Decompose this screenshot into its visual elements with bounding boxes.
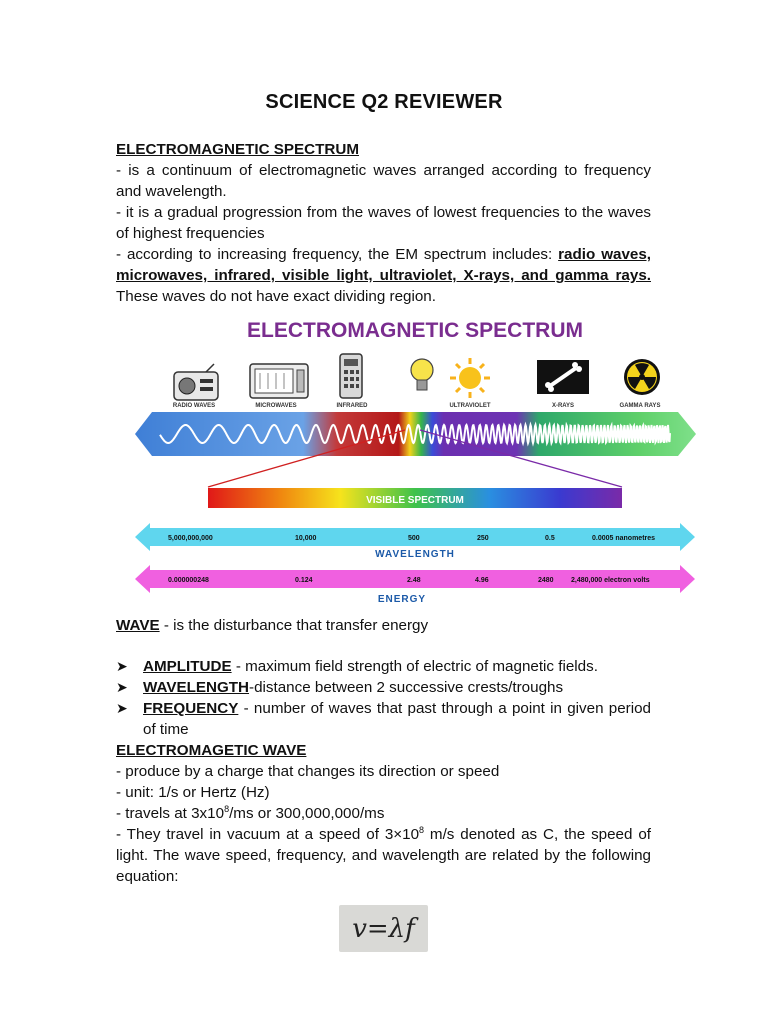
- band-label-gamma: GAMMA RAYS: [619, 403, 661, 409]
- wave-term: WAVE: [116, 617, 160, 634]
- section-heading-em-spectrum: ELECTROMAGNETIC SPECTRUM: [116, 141, 359, 158]
- wave-definition-text: - is the disturbance that transfer energy: [159, 617, 429, 634]
- light-bulb-icon: [411, 359, 433, 390]
- em-wave-line-4-post: m/s denoted as C, the speed of light. The wave speed, frequency, and wavelength are related by the following equation:: [116, 826, 651, 885]
- bullet-term: FREQUENCY: [143, 700, 239, 717]
- em-wave-line-4-pre: - They travel in vacuum at a speed of 3×10: [116, 826, 420, 843]
- energy-label: ENERGY: [377, 594, 427, 605]
- band-label-microwaves: MICROWAVES: [255, 403, 297, 409]
- visible-spectrum-label: VISIBLE SPECTRUM: [366, 495, 464, 506]
- bullet-text: - number of waves that past through a point in given period of time: [143, 700, 651, 738]
- wave-definition: [116, 615, 651, 636]
- infrared-remote-icon: [340, 354, 362, 398]
- bullet-term: WAVELENGTH: [143, 679, 250, 696]
- wavelength-value: 500: [408, 535, 420, 542]
- line-3-emphasis: radio waves, microwaves, infrared, visible light, ultraviolet, X-rays, and gamma rays.: [116, 246, 652, 284]
- radio-icon: [174, 364, 218, 400]
- exponent: 8: [419, 824, 425, 835]
- em-spectrum-section: [116, 139, 651, 307]
- page-title: SCIENCE Q2 REVIEWER: [265, 91, 503, 113]
- em-wave-line-3-pre: - travels at 3x10: [116, 805, 225, 822]
- band-label-radio: RADIO WAVES: [172, 403, 216, 409]
- arrow-bullet-icon: ➤: [116, 679, 128, 695]
- arrow-bullet-icon: ➤: [116, 700, 128, 716]
- wavelength-value: 250: [477, 535, 489, 542]
- arrow-bullet-icon: ➤: [116, 658, 128, 674]
- wave-equation: v=λf: [339, 905, 428, 952]
- em-spectrum-line-1: - is a continuum of electromagnetic waves arranged according to frequency and wavelength.: [116, 162, 651, 200]
- list-item: [116, 656, 651, 677]
- wavelength-value: 0.0005 nanometres: [592, 535, 656, 542]
- em-spectrum-line-3: [116, 244, 651, 307]
- wavelength-value: 5,000,000,000: [168, 535, 213, 542]
- exponent: 8: [224, 803, 230, 814]
- band-label-xrays: X-RAYS: [551, 403, 575, 409]
- microwave-icon: [250, 364, 308, 398]
- energy-value: 0.124: [295, 577, 313, 584]
- radiation-icon: [624, 359, 660, 395]
- bullet-text: -distance between 2 successive crests/troughs: [249, 679, 564, 696]
- em-wave-line-3: [116, 803, 651, 824]
- energy-value: 0.000000248: [168, 577, 209, 584]
- bullet-text: - maximum field strength of electric of magnetic fields.: [231, 658, 598, 675]
- energy-value: 2,480,000 electron volts: [571, 577, 650, 584]
- em-wave-line-2: - unit: 1/s or Hertz (Hz): [116, 784, 270, 801]
- section-heading-em-wave: ELECTROMAGETIC WAVE: [116, 742, 307, 759]
- bullet-term: AMPLITUDE: [143, 658, 232, 675]
- energy-value: 4.96: [475, 577, 489, 584]
- xray-bone-icon: [537, 360, 589, 394]
- list-item: [116, 698, 651, 740]
- wave-properties-list: [116, 656, 651, 887]
- em-wave-line-4: [116, 824, 651, 887]
- em-spectrum-figure: [130, 312, 700, 612]
- em-wave-line-3-post: /ms or 300,000,000/ms: [229, 805, 385, 822]
- energy-value: 2480: [538, 577, 554, 584]
- em-wave-line-1: - produce by a charge that changes its direction or speed: [116, 763, 500, 780]
- list-item: [116, 677, 651, 698]
- wavelength-value: 0.5: [545, 535, 555, 542]
- figure-title: ELECTROMAGNETIC SPECTRUM: [247, 319, 583, 342]
- wavelength-value: 10,000: [295, 535, 317, 542]
- wavelength-label: WAVELENGTH: [375, 549, 455, 560]
- energy-value: 2.48: [407, 577, 421, 584]
- line-3-intro: - according to increasing frequency, the EM spectrum includes:: [116, 246, 559, 263]
- em-spectrum-line-2: - it is a gradual progression from the waves of lowest frequencies to the waves of highest frequencies: [116, 204, 651, 242]
- line-3-outro: These waves do not have exact dividing region.: [116, 288, 436, 305]
- band-label-ultraviolet: ULTRAVIOLET: [449, 403, 491, 409]
- band-label-infrared: INFRARED: [336, 403, 368, 409]
- sun-icon: [450, 358, 490, 398]
